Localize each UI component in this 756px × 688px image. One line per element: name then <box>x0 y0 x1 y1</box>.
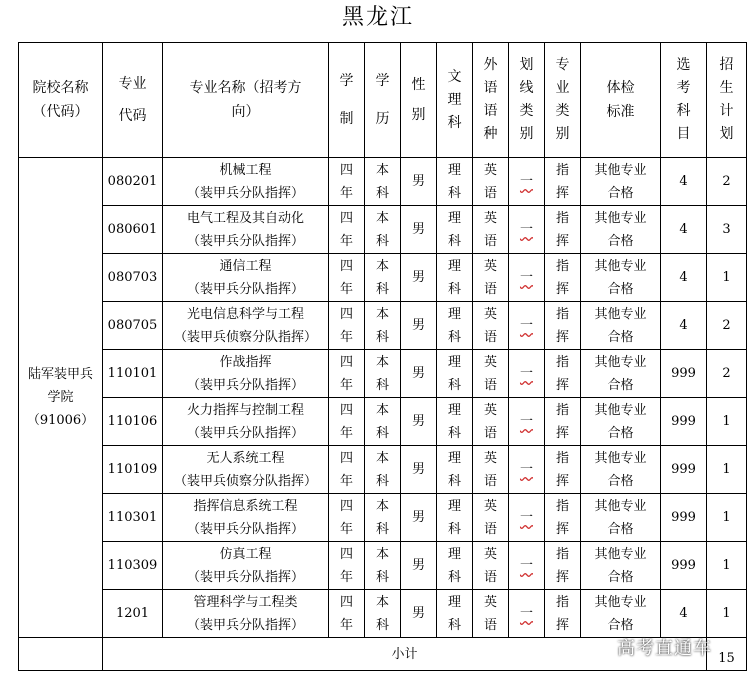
language-cell <box>473 158 509 206</box>
table-row <box>19 254 747 302</box>
language-text: 英语 <box>483 258 497 297</box>
major-type-text: 指挥 <box>555 306 569 345</box>
header-plan: 招生计划 <box>707 43 747 158</box>
physical-text: 其他专业合格 <box>594 546 647 585</box>
subject-text: 理科 <box>447 546 461 585</box>
duration-text: 四年 <box>339 210 353 249</box>
subject-text: 理科 <box>447 594 461 633</box>
plan-cell: 1 <box>707 398 747 446</box>
language-text: 英语 <box>483 402 497 441</box>
physical-cell <box>581 254 661 302</box>
physical-text: 其他专业合格 <box>594 594 647 633</box>
exam-cell: 4 <box>661 590 707 638</box>
major-code-cell: 1201 <box>103 590 163 638</box>
major-type-text: 指挥 <box>555 450 569 489</box>
physical-text: 其他专业合格 <box>594 162 647 201</box>
major-type-text: 指挥 <box>555 546 569 585</box>
major-direction: （装甲兵分队指挥） <box>186 569 304 585</box>
major-direction: （装甲兵分队指挥） <box>186 617 304 633</box>
header-exam-subjects: 选考科目 <box>661 43 707 158</box>
plan-cell: 2 <box>707 302 747 350</box>
table-row <box>19 350 747 398</box>
subject-cell <box>437 542 473 590</box>
degree-text: 本科 <box>375 498 389 537</box>
line-type-text: 一 <box>519 222 533 237</box>
major-direction: （装甲兵分队指挥） <box>186 425 304 441</box>
header-major-code: 专业代码 <box>103 43 163 158</box>
line-type-text: 一 <box>519 558 533 573</box>
major-name: 管理科学与工程类 <box>193 594 298 610</box>
exam-cell: 4 <box>661 158 707 206</box>
major-name: 火力指挥与控制工程 <box>186 402 304 418</box>
degree-text: 本科 <box>375 210 389 249</box>
duration-text: 四年 <box>339 258 353 297</box>
table-row <box>19 542 747 590</box>
physical-text: 其他专业合格 <box>594 306 647 345</box>
school-name: 陆军装甲兵学院 <box>27 367 93 405</box>
major-name: 电气工程及其自动化 <box>186 210 304 226</box>
duration-cell <box>329 350 365 398</box>
physical-cell <box>581 302 661 350</box>
degree-cell <box>365 398 401 446</box>
major-code-cell: 110101 <box>103 350 163 398</box>
physical-cell <box>581 590 661 638</box>
major-name-cell <box>163 446 329 494</box>
degree-text: 本科 <box>375 162 389 201</box>
gender-cell: 男 <box>401 398 437 446</box>
table-row <box>19 158 747 206</box>
physical-text: 其他专业合格 <box>594 210 647 249</box>
major-name-cell <box>163 590 329 638</box>
exam-cell: 999 <box>661 494 707 542</box>
duration-cell <box>329 446 365 494</box>
duration-cell <box>329 398 365 446</box>
major-name: 机械工程 <box>219 162 272 178</box>
duration-cell <box>329 302 365 350</box>
major-type-cell <box>545 542 581 590</box>
language-text: 英语 <box>483 498 497 537</box>
exam-cell: 999 <box>661 398 707 446</box>
language-text: 英语 <box>483 210 497 249</box>
header-physical: 体检标准 <box>581 43 661 158</box>
line-type-text: 一 <box>519 606 533 621</box>
exam-cell: 4 <box>661 254 707 302</box>
duration-text: 四年 <box>339 546 353 585</box>
physical-cell <box>581 158 661 206</box>
gender-cell: 男 <box>401 302 437 350</box>
line-type-cell <box>509 206 545 254</box>
duration-cell <box>329 158 365 206</box>
duration-cell <box>329 254 365 302</box>
plan-cell: 1 <box>707 254 747 302</box>
plan-cell: 1 <box>707 542 747 590</box>
plan-cell: 3 <box>707 206 747 254</box>
major-code-cell: 110109 <box>103 446 163 494</box>
major-type-text: 指挥 <box>555 162 569 201</box>
school-cell <box>19 158 103 638</box>
gender-cell: 男 <box>401 494 437 542</box>
degree-text: 本科 <box>375 402 389 441</box>
gender-cell: 男 <box>401 254 437 302</box>
major-name-cell <box>163 158 329 206</box>
degree-text: 本科 <box>375 354 389 393</box>
degree-cell <box>365 446 401 494</box>
physical-cell <box>581 398 661 446</box>
major-type-cell <box>545 494 581 542</box>
duration-text: 四年 <box>339 594 353 633</box>
major-name-cell <box>163 350 329 398</box>
major-name: 无人系统工程 <box>206 450 285 466</box>
gender-cell: 男 <box>401 206 437 254</box>
language-cell <box>473 398 509 446</box>
major-code-cell: 110309 <box>103 542 163 590</box>
major-type-text: 指挥 <box>555 402 569 441</box>
physical-text: 其他专业合格 <box>594 450 647 489</box>
duration-cell <box>329 494 365 542</box>
line-type-cell <box>509 590 545 638</box>
physical-cell <box>581 350 661 398</box>
header-line-type: 划线类别 <box>509 43 545 158</box>
physical-text: 其他专业合格 <box>594 258 647 297</box>
physical-cell <box>581 542 661 590</box>
language-text: 英语 <box>483 594 497 633</box>
plan-cell: 1 <box>707 446 747 494</box>
degree-cell <box>365 542 401 590</box>
gender-cell: 男 <box>401 590 437 638</box>
language-text: 英语 <box>483 162 497 201</box>
line-type-cell <box>509 350 545 398</box>
line-type-cell <box>509 398 545 446</box>
major-type-cell <box>545 158 581 206</box>
exam-cell: 4 <box>661 302 707 350</box>
major-direction: （装甲兵分队指挥） <box>186 521 304 537</box>
duration-cell <box>329 206 365 254</box>
physical-cell <box>581 206 661 254</box>
degree-text: 本科 <box>375 306 389 345</box>
major-type-cell <box>545 254 581 302</box>
major-type-cell <box>545 206 581 254</box>
exam-cell: 999 <box>661 446 707 494</box>
degree-text: 本科 <box>375 594 389 633</box>
table-row <box>19 590 747 638</box>
subject-text: 理科 <box>447 354 461 393</box>
degree-text: 本科 <box>375 258 389 297</box>
table-row <box>19 206 747 254</box>
subject-cell <box>437 302 473 350</box>
degree-cell <box>365 254 401 302</box>
admissions-table <box>18 42 747 671</box>
header-school: 院校名称（代码） <box>19 43 103 158</box>
table-row <box>19 494 747 542</box>
header-subject-type: 文理科 <box>437 43 473 158</box>
line-type-text: 一 <box>519 366 533 381</box>
language-cell <box>473 350 509 398</box>
duration-text: 四年 <box>339 162 353 201</box>
line-type-text: 一 <box>519 414 533 429</box>
exam-cell: 999 <box>661 350 707 398</box>
duration-cell <box>329 590 365 638</box>
major-code-cell: 080601 <box>103 206 163 254</box>
watermark: 高考直通车 <box>617 638 712 659</box>
degree-cell <box>365 350 401 398</box>
header-gender: 性别 <box>401 43 437 158</box>
degree-cell <box>365 158 401 206</box>
major-type-cell <box>545 398 581 446</box>
subject-cell <box>437 254 473 302</box>
major-name: 仿真工程 <box>219 546 272 562</box>
degree-cell <box>365 590 401 638</box>
degree-cell <box>365 206 401 254</box>
header-major-type: 专业类别 <box>545 43 581 158</box>
subject-text: 理科 <box>447 210 461 249</box>
duration-cell <box>329 542 365 590</box>
subject-cell <box>437 446 473 494</box>
major-name: 通信工程 <box>219 258 272 274</box>
language-cell <box>473 590 509 638</box>
line-type-text: 一 <box>519 510 533 525</box>
major-code-cell: 080703 <box>103 254 163 302</box>
major-direction: （装甲兵分队指挥） <box>186 377 304 393</box>
language-text: 英语 <box>483 546 497 585</box>
degree-text: 本科 <box>375 546 389 585</box>
major-name: 指挥信息系统工程 <box>193 498 298 514</box>
exam-cell: 999 <box>661 542 707 590</box>
line-type-cell <box>509 542 545 590</box>
physical-cell <box>581 494 661 542</box>
subject-cell <box>437 206 473 254</box>
major-name: 作战指挥 <box>219 354 272 370</box>
major-type-cell <box>545 350 581 398</box>
degree-cell <box>365 302 401 350</box>
line-type-text: 一 <box>519 174 533 189</box>
degree-cell <box>365 494 401 542</box>
subject-text: 理科 <box>447 498 461 537</box>
line-type-cell <box>509 494 545 542</box>
gender-cell: 男 <box>401 446 437 494</box>
major-name-cell <box>163 206 329 254</box>
line-type-text: 一 <box>519 462 533 477</box>
language-cell <box>473 302 509 350</box>
gender-cell: 男 <box>401 158 437 206</box>
subject-cell <box>437 590 473 638</box>
header-degree: 学历 <box>365 43 401 158</box>
physical-text: 其他专业合格 <box>594 402 647 441</box>
duration-text: 四年 <box>339 450 353 489</box>
header-major-name: 专业名称（招考方向） <box>163 43 329 158</box>
subject-text: 理科 <box>447 162 461 201</box>
degree-text: 本科 <box>375 450 389 489</box>
subject-text: 理科 <box>447 306 461 345</box>
major-type-text: 指挥 <box>555 354 569 393</box>
major-type-text: 指挥 <box>555 210 569 249</box>
line-type-cell <box>509 158 545 206</box>
language-cell <box>473 542 509 590</box>
major-type-cell <box>545 446 581 494</box>
language-cell <box>473 206 509 254</box>
major-code-cell: 080201 <box>103 158 163 206</box>
major-direction: （装甲兵分队指挥） <box>186 233 304 249</box>
major-type-cell <box>545 302 581 350</box>
major-type-text: 指挥 <box>555 594 569 633</box>
major-name-cell <box>163 398 329 446</box>
gender-cell: 男 <box>401 542 437 590</box>
major-direction: （装甲兵分队指挥） <box>186 281 304 297</box>
language-cell <box>473 494 509 542</box>
major-code-cell: 110106 <box>103 398 163 446</box>
language-text: 英语 <box>483 354 497 393</box>
major-name-cell <box>163 302 329 350</box>
page-title: 黑龙江 <box>341 5 414 30</box>
plan-cell: 1 <box>707 590 747 638</box>
line-type-cell <box>509 446 545 494</box>
major-type-cell <box>545 590 581 638</box>
major-code-cell: 080705 <box>103 302 163 350</box>
language-cell <box>473 254 509 302</box>
major-direction: （装甲兵侦察分队指挥） <box>173 473 317 489</box>
subject-cell <box>437 350 473 398</box>
subject-cell <box>437 398 473 446</box>
plan-cell: 1 <box>707 494 747 542</box>
subject-cell <box>437 158 473 206</box>
subtotal-label: 小计 <box>103 638 707 671</box>
duration-text: 四年 <box>339 402 353 441</box>
table-row <box>19 302 747 350</box>
plan-cell: 2 <box>707 158 747 206</box>
line-type-text: 一 <box>519 270 533 285</box>
language-cell <box>473 446 509 494</box>
exam-cell: 4 <box>661 206 707 254</box>
header-language: 外语语种 <box>473 43 509 158</box>
duration-text: 四年 <box>339 306 353 345</box>
subject-text: 理科 <box>447 450 461 489</box>
gender-cell: 男 <box>401 350 437 398</box>
subject-cell <box>437 494 473 542</box>
major-type-text: 指挥 <box>555 258 569 297</box>
school-code: （91006） <box>26 413 95 428</box>
major-name-cell <box>163 542 329 590</box>
major-type-text: 指挥 <box>555 498 569 537</box>
line-type-cell <box>509 254 545 302</box>
subtotal-value: 15 <box>707 638 747 671</box>
major-direction: （装甲兵侦察分队指挥） <box>173 329 317 345</box>
language-text: 英语 <box>483 306 497 345</box>
line-type-text: 一 <box>519 318 533 333</box>
physical-cell <box>581 446 661 494</box>
major-name-cell <box>163 494 329 542</box>
table-row <box>19 398 747 446</box>
physical-text: 其他专业合格 <box>594 498 647 537</box>
duration-text: 四年 <box>339 498 353 537</box>
table-row <box>19 446 747 494</box>
major-direction: （装甲兵分队指挥） <box>186 185 304 201</box>
language-text: 英语 <box>483 450 497 489</box>
major-name-cell <box>163 254 329 302</box>
subject-text: 理科 <box>447 402 461 441</box>
line-type-cell <box>509 302 545 350</box>
duration-text: 四年 <box>339 354 353 393</box>
plan-cell: 2 <box>707 350 747 398</box>
header-duration: 学制 <box>329 43 365 158</box>
major-name: 光电信息科学与工程 <box>186 306 304 322</box>
subject-text: 理科 <box>447 258 461 297</box>
major-code-cell: 110301 <box>103 494 163 542</box>
physical-text: 其他专业合格 <box>594 354 647 393</box>
